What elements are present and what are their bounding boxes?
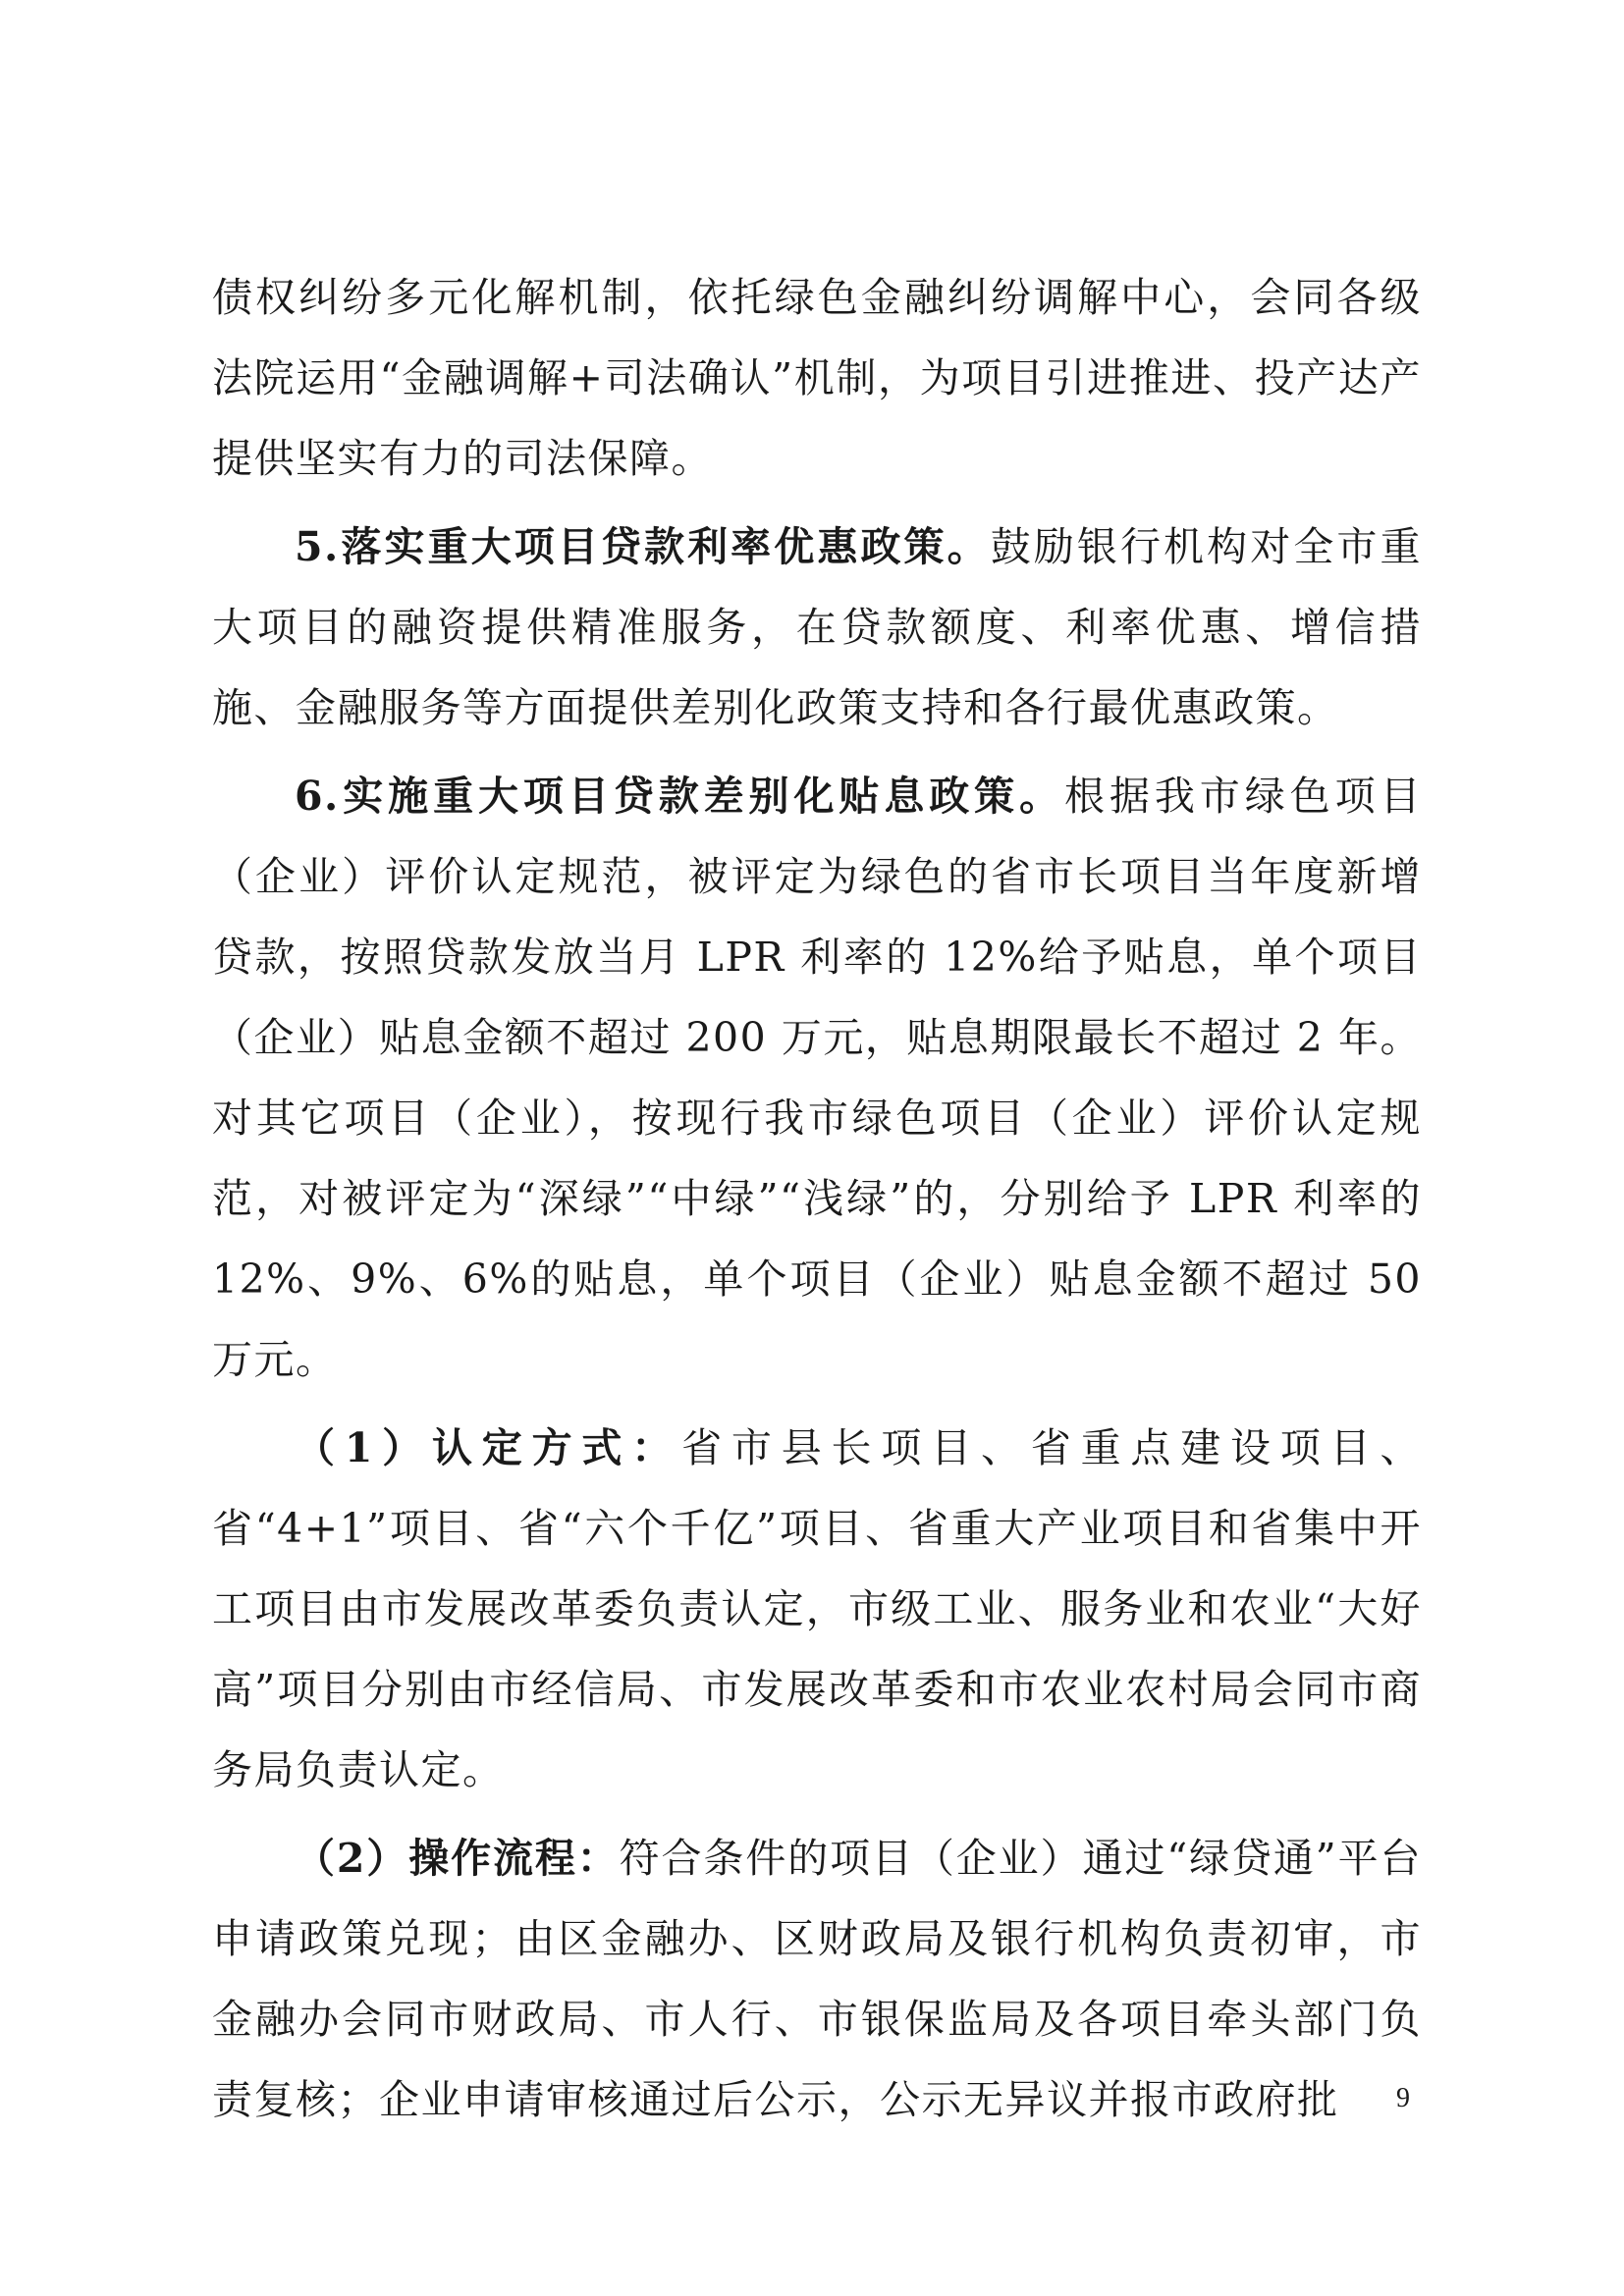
paragraph-heading: 6.实施重大项目贷款差别化贴息政策。 — [295, 773, 1065, 820]
document-body — [212, 257, 1422, 2148]
paragraph-text: 省市县长项目、省重点建设项目、省“4+1”项目、省“六个千亿”项目、省重大产业项目和省集中开工项目由市发展改革委负责认定，市级工业、服务业和农业“大好高”项目分别由市经信局、市发展改革委和市农业农村局会同市商务局负责认定。 — [212, 1424, 1422, 1793]
paragraph-subitem-2 — [212, 1818, 1422, 2140]
paragraph-heading: （2）操作流程： — [295, 1835, 620, 1882]
paragraph-text: 债权纠纷多元化解机制，依托绿色金融纠纷调解中心，会同各级法院运用“金融调解+司法确认”机制，为项目引进推进、投产达产提供坚实有力的司法保障。 — [212, 274, 1422, 482]
paragraph-text: 鼓励银行机构对全市重大项目的融资提供精准服务，在贷款额度、利率优惠、增信措施、金融服务等方面提供差别化政策支持和各行最优惠政策。 — [212, 523, 1422, 731]
page-number: 9 — [1396, 2083, 1410, 2113]
paragraph-text: 根据我市绿色项目（企业）评价认定规范，被评定为绿色的省市长项目当年度新增贷款，按照贷款发放当月 LPR 利率的 12%给予贴息，单个项目（企业）贴息金额不超过 200 万元，贴息期限最长不超过 2 年。对其它项目（企业），按现行我市绿色项目（企业）评价认定规范，对被评定为“深绿”“中绿”“浅绿”的，分别给予 LPR 利率的 12%、9%、6%的贴息，单个项目（企业）贴息金额不超过 50 万元。 — [212, 773, 1423, 1383]
paragraph-subitem-1 — [212, 1408, 1422, 1810]
paragraph-continuation — [212, 257, 1422, 499]
paragraph-heading: 5.落实重大项目贷款利率优惠政策。 — [295, 523, 991, 570]
paragraph-heading: （1）认定方式： — [295, 1424, 682, 1471]
paragraph-item-6 — [212, 756, 1422, 1400]
paragraph-item-5 — [212, 507, 1422, 748]
paragraph-text: 符合条件的项目（企业）通过“绿贷通”平台申请政策兑现；由区金融办、区财政局及银行机构负责初审，市金融办会同市财政局、市人行、市银保监局及各项目牵头部门负责复核；企业申请审核通过后公示，公示无异议并报市政府批 — [212, 1835, 1422, 2123]
